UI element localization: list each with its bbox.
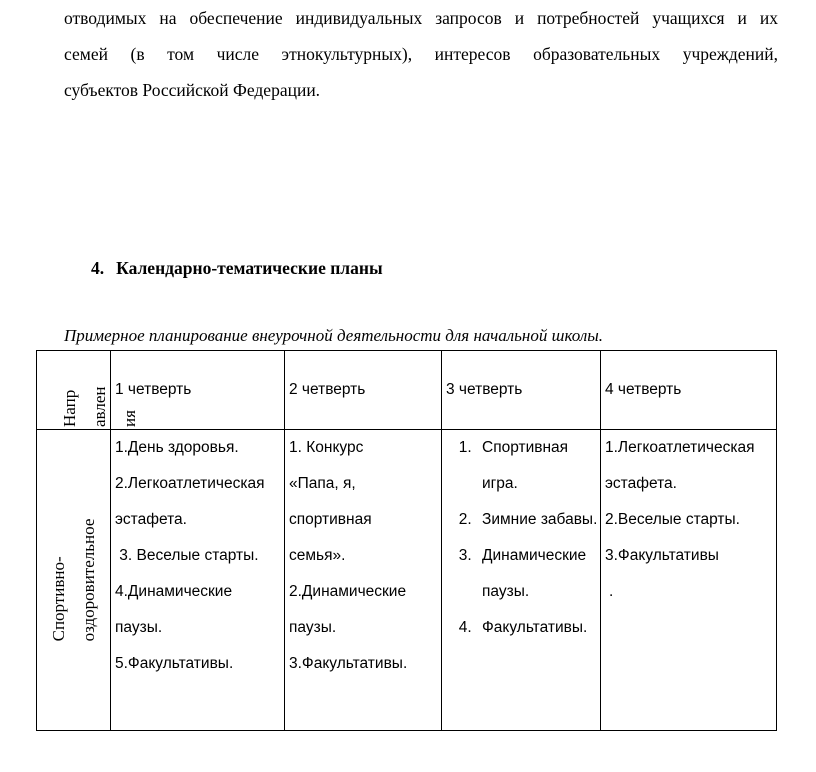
q1-item: паузы.	[115, 619, 163, 636]
q2-item: «Папа, я,	[289, 475, 356, 492]
intro-line-1: отводимых на обеспечение индивидуальных запросов и потребностей учащихся и их	[64, 8, 778, 28]
q1-item: 3. Веселые старты.	[115, 547, 259, 564]
q2-item: 1. Конкурс	[289, 439, 364, 456]
cell-q1	[111, 430, 285, 731]
q2-item: 3.Факультативы.	[289, 655, 408, 672]
table-row-sport	[37, 430, 777, 731]
header-direction-label	[55, 387, 145, 427]
q3-item: 1. Спортивная игра.	[476, 430, 600, 502]
q2-item: паузы.	[289, 619, 337, 636]
q4-item: .	[609, 583, 614, 600]
row-direction-label	[44, 519, 104, 642]
cell-q3	[442, 430, 601, 731]
cell-q2	[285, 430, 442, 731]
q2-item: 2.Динамические	[289, 583, 407, 600]
q3-item: 3. Динамические паузы.	[476, 538, 600, 610]
intro-line-2: семей (в том числе этнокультурных), интересов образовательных учреждений,	[64, 44, 778, 64]
activity-plan-table	[36, 350, 777, 731]
q3-item: 2. Зимние забавы.	[476, 502, 600, 538]
table-caption: Примерное планирование внеурочной деятельности для начальной школы.	[64, 326, 603, 345]
section-number: 4.	[91, 258, 105, 278]
row-direction-line-2: оздоровительное	[78, 518, 98, 642]
q1-item: 1.День здоровья.	[115, 439, 239, 456]
q2-item: спортивная	[289, 511, 372, 528]
q2-item: семья».	[289, 547, 346, 564]
row-direction-cell	[37, 430, 111, 731]
intro-line-3: субъектов Российской Федерации.	[64, 80, 321, 100]
header-q3: 3 четверть	[442, 351, 601, 430]
table-header-row	[37, 351, 777, 430]
header-q2: 2 четверть	[285, 351, 442, 430]
intro-paragraph	[64, 0, 778, 108]
section-heading	[91, 258, 383, 279]
q1-item: эстафета.	[115, 511, 187, 528]
header-q4: 4 четверть	[601, 351, 777, 430]
cell-q4	[601, 430, 777, 731]
header-direction-line-3: ия	[120, 410, 139, 427]
q4-item: эстафета.	[605, 475, 677, 492]
q4-item: 3.Факультативы	[605, 547, 719, 564]
q1-item: 4.Динамические	[115, 583, 233, 600]
header-q1: 1 четверть	[111, 351, 285, 430]
header-direction-cell	[37, 351, 139, 430]
q3-item: 4. Факультативы.	[476, 610, 600, 646]
header-direction-line-2: авлен	[90, 386, 109, 427]
q4-item: 1.Легкоатлетическая	[605, 439, 755, 456]
row-direction-line-1: Спортивно-	[48, 556, 68, 642]
q4-item: 2.Веселые старты.	[605, 511, 740, 528]
q1-item: 5.Факультативы.	[115, 655, 234, 672]
header-direction-line-1: Напр	[60, 389, 79, 427]
section-title: Календарно-тематические планы	[116, 258, 383, 278]
q1-item: 2.Легкоатлетическая	[115, 475, 265, 492]
